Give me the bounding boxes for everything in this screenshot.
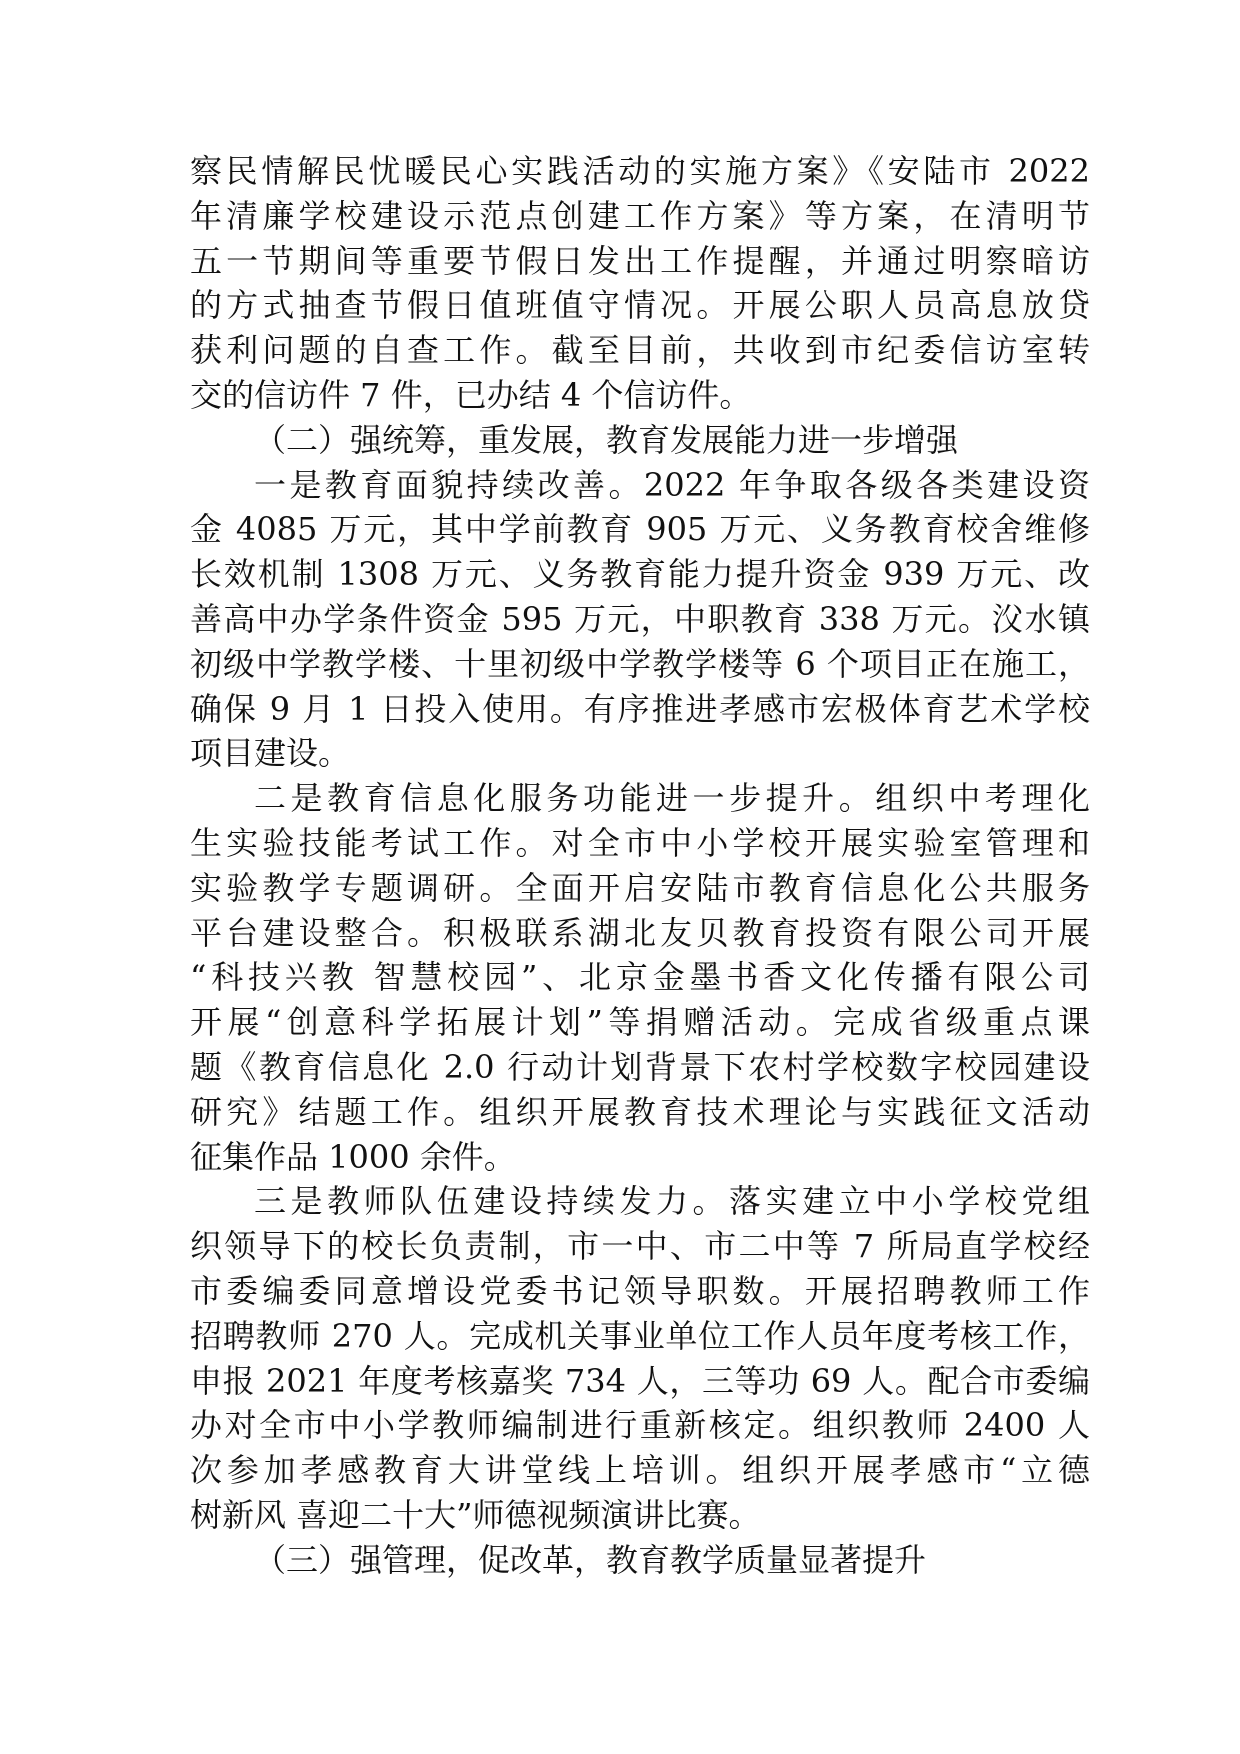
text-line: 树新风 喜迎二十大”师德视频演讲比赛。 <box>190 1495 761 1534</box>
text-line: 察民情解民忧暖民心实践活动的实施方案》《安陆市 2022 <box>190 152 1090 190</box>
text-line: 生实验技能考试工作。对全市中小学校开展实验室管理和 <box>190 823 1090 862</box>
text-line: 年清廉学校建设示范点创建工作方案》等方案，在清明节 <box>190 196 1090 235</box>
document-body <box>190 149 1090 1583</box>
text-line: 长效机制 1308 万元、义务教育能力提升资金 939 万元、改 <box>190 555 1090 594</box>
text-line: 初级中学教学楼、十里初级中学教学楼等 6 个项目正在施工， <box>190 644 1090 683</box>
text-line: 办对全市中小学教师编制进行重新核定。组织教师 2400 人 <box>190 1406 1090 1445</box>
text-line: 市委编委同意增设党委书记领导职数。开展招聘教师工作 <box>190 1271 1090 1310</box>
text-line: 获利问题的自查工作。截至目前，共收到市纪委信访室转 <box>190 331 1090 370</box>
text-line: 平台建设整合。积极联系湖北友贝教育投资有限公司开展 <box>190 913 1090 952</box>
paragraph-first-line: 三是教师队伍建设持续发力。落实建立中小学校党组 <box>254 1182 1090 1221</box>
section-heading: （二）强统筹，重发展，教育发展能力进一步增强 <box>254 420 959 459</box>
text-line: 招聘教师 270 人。完成机关事业单位工作人员年度考核工作， <box>190 1316 1090 1355</box>
text-line: 项目建设。 <box>190 734 351 773</box>
text-line: 次参加孝感教育大讲堂线上培训。组织开展孝感市“立德 <box>190 1451 1090 1490</box>
text-line: 研究》结题工作。组织开展教育技术理论与实践征文活动 <box>190 1092 1090 1131</box>
text-line: 金 4085 万元，其中学前教育 905 万元、义务教育校舍维修 <box>190 510 1090 549</box>
text-line: 申报 2021 年度考核嘉奖 734 人，三等功 69 人。配合市委编 <box>190 1361 1090 1400</box>
paragraph-first-line: 一是教育面貌持续改善。2022 年争取各级各类建设资 <box>254 465 1090 504</box>
text-line: 五一节期间等重要节假日发出工作提醒，并通过明察暗访 <box>190 241 1090 280</box>
text-line: 开展“创意科学拓展计划”等捐赠活动。完成省级重点课 <box>190 1003 1090 1042</box>
text-line: 善高中办学条件资金 595 万元，中职教育 338 万元。㳇水镇 <box>190 599 1090 638</box>
text-line: 实验教学专题调研。全面开启安陆市教育信息化公共服务 <box>190 868 1090 907</box>
paragraph-first-line: 二是教育信息化服务功能进一步提升。组织中考理化 <box>254 779 1090 818</box>
section-heading: （三）强管理，促改革，教育教学质量显著提升 <box>254 1540 927 1579</box>
text-line: 确保 9 月 1 日投入使用。有序推进孝感市宏极体育艺术学校 <box>190 689 1090 728</box>
text-line: 织领导下的校长负责制，市一中、市二中等 7 所局直学校经 <box>190 1227 1090 1266</box>
text-line: 交的信访件 7 件，已办结 4 个信访件。 <box>190 375 752 414</box>
text-line: 的方式抽查节假日值班值守情况。开展公职人员高息放贷 <box>190 286 1090 325</box>
text-line: 征集作品 1000 余件。 <box>190 1137 516 1176</box>
text-line: “科技兴教 智慧校园”、北京金墨书香文化传播有限公司 <box>190 958 1090 997</box>
text-line: 题《教育信息化 2.0 行动计划背景下农村学校数字校园建设 <box>190 1047 1090 1086</box>
